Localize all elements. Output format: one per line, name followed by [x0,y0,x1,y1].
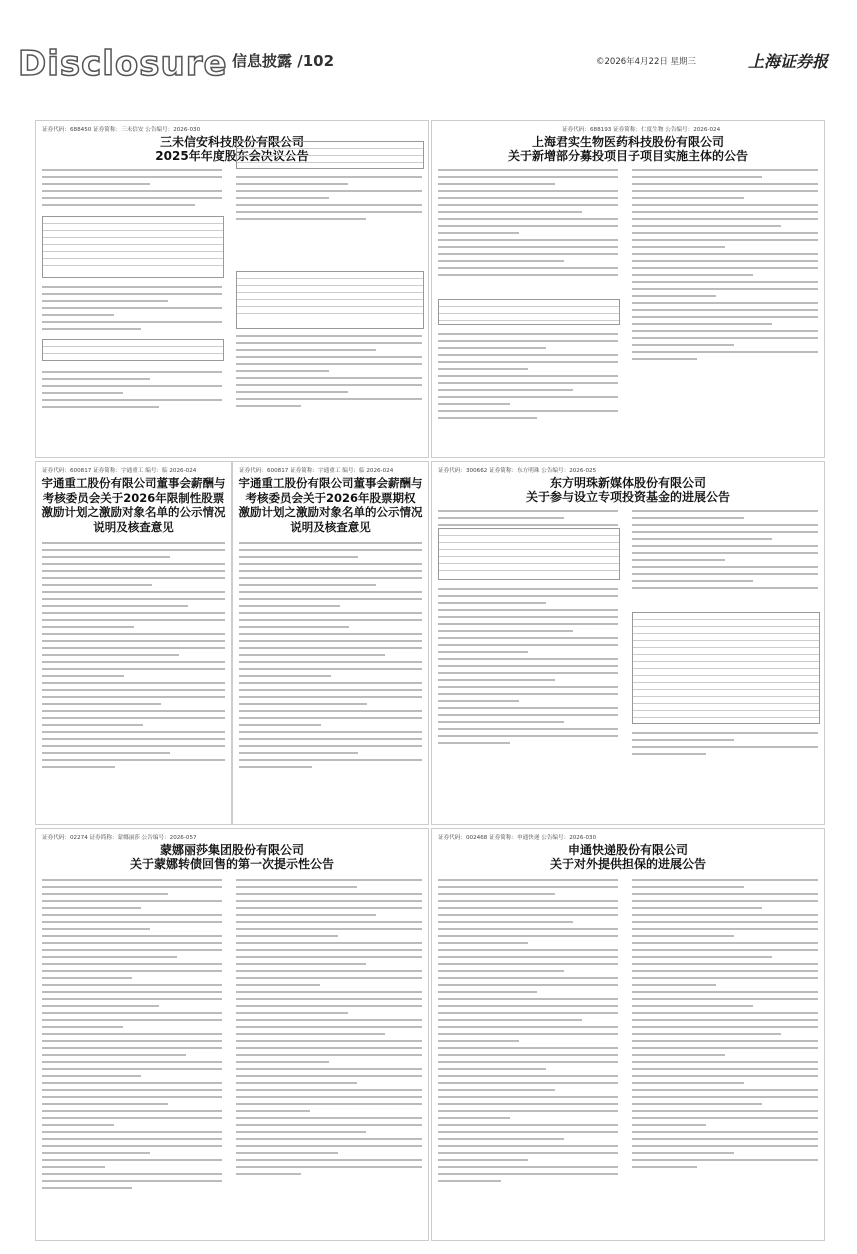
title-line: 上海君实生物医药科技股份有限公司 [531,135,724,149]
announcement-title [36,476,231,534]
announcement-title [36,843,428,871]
body-text-left [42,879,222,1194]
announcement-title [432,135,824,163]
fund-info-table [438,528,620,580]
title-line: 宇通重工股份有限公司董事会薪酬与 [238,476,423,490]
project-table [438,299,620,325]
title-line: 关于对外提供担保的进展公告 [549,857,706,871]
announcement-panel [431,120,825,458]
section-brand: Disclosure [18,44,228,84]
body-text-right [236,176,422,225]
title-line: 关于参与设立专项投资基金的进展公告 [525,490,730,504]
body-text-right [236,879,422,1180]
body-text-right-2 [632,732,818,760]
announcement-panel [35,461,232,825]
body-text-left-3 [42,371,222,413]
vote-table-small [42,339,224,361]
title-line: 关于蒙娜转债回售的第一次提示性公告 [129,857,334,871]
title-line: 说明及核查意见 [290,519,371,534]
body-text-right [632,169,818,365]
announcement-title [432,476,824,504]
announcement-panel [35,828,429,1241]
announcement-meta: 证券代码：02274 证券简称：蒙娜丽莎 公告编号：2026-057 [42,835,197,841]
announcement-meta: 证券代码：688450 证券简称：三未信安 公告编号：2026-030 [42,127,201,133]
issue-date: ©2026年4月22日 星期三 [596,57,697,67]
title-line: 宇通重工股份有限公司董事会薪酬与 [41,476,226,490]
title-line: 2025年年度股东会决议公告 [155,149,309,163]
title-line: 东方明珠新媒体股份有限公司 [549,476,706,490]
body-text-left [438,169,618,281]
announcement-title [432,843,824,871]
announcement-panel [232,461,429,825]
investor-table [632,612,820,724]
announcement-meta: 证券代码：600817 证券简称：宇通重工 编号：临 2026-024 [239,468,394,474]
title-line: 激励计划之激励对象名单的公示情况 [238,505,423,519]
title-line: 说明及核查意见 [93,519,174,534]
announcement-panel [431,461,825,825]
title-line: 激励计划之激励对象名单的公示情况 [41,505,226,519]
vote-table-right-2 [236,271,424,329]
title-line: 申通快递股份有限公司 [567,843,688,857]
vote-table [42,216,224,278]
title-line: 三未信安科技股份有限公司 [159,135,304,149]
body-text-left [42,169,222,211]
title-line: 考核委员会关于2026年限制性股票 [42,490,225,505]
title-line: 蒙娜丽莎集团股份有限公司 [159,843,304,857]
body-text [42,542,225,773]
newspaper-logo: 上海证券报 [748,52,829,71]
title-line: 考核委员会关于2026年股票期权 [245,490,416,505]
body-text-left [438,879,618,1187]
announcement-meta: 证券代码：300662 证券简称：东方明珠 公告编号：2026-025 [438,468,597,474]
announcement-panel [431,828,825,1241]
body-text-right [632,879,818,1173]
announcement-panel [35,120,429,458]
announcement-meta: 证券代码：002468 证券简称：申通快递 公告编号：2026-030 [438,835,597,841]
body-text-right [632,510,818,594]
title-line: 关于新增部分募投项目子项目实施主体的公告 [507,149,748,163]
vote-table-right [236,141,424,169]
body-text-left-2 [438,333,618,424]
body-text-right-2 [236,335,422,412]
body-text [239,542,422,773]
page-header [0,0,857,98]
announcement-title [233,476,428,534]
body-text-left-2 [438,588,618,749]
body-text-left-2 [42,286,222,335]
announcement-meta: 证券代码：688193 证券简称：仁度生物 公告编号：2026-024 [562,127,721,133]
section-page-label: 信息披露 /102 [232,52,335,70]
announcement-meta: 证券代码：600817 证券简称：宇通重工 编号：临 2026-024 [42,468,197,474]
